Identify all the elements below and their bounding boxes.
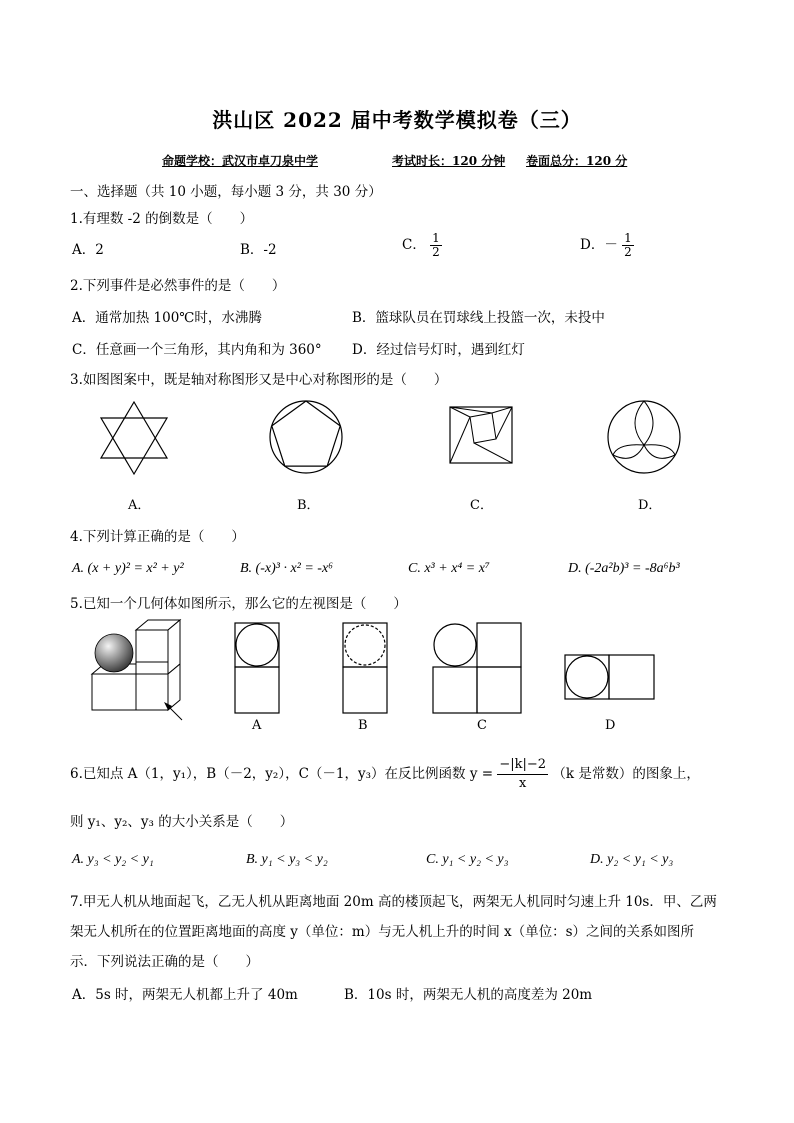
view-option-b-figure bbox=[342, 622, 388, 714]
fraction-numerator: −|k|−2 bbox=[497, 756, 548, 775]
q1-option-d-label: D．－ bbox=[580, 237, 618, 253]
q3-option-b[interactable]: B． bbox=[297, 498, 320, 513]
q4-option-d[interactable]: D. (-2a²b)³ = -8a⁶b³ bbox=[568, 561, 680, 576]
q1-option-c-label: C． bbox=[402, 237, 426, 253]
q6-stem bbox=[70, 756, 700, 793]
q5-option-b[interactable]: B bbox=[358, 718, 368, 733]
q2-option-d[interactable]: D．经过信号灯时，遇到红灯 bbox=[352, 342, 525, 358]
star-of-david-figure bbox=[96, 398, 172, 478]
q4-option-c[interactable]: C. x³ + x⁴ = x⁷ bbox=[408, 561, 490, 576]
q5-option-d[interactable]: D bbox=[605, 718, 616, 733]
pinwheel-square-figure bbox=[448, 405, 514, 465]
q4-option-a[interactable]: A. (x + y)² = x² + y² bbox=[72, 561, 184, 576]
view-option-c-figure bbox=[432, 622, 522, 714]
fraction bbox=[622, 232, 634, 259]
q2-option-a[interactable]: A．通常加热 100℃时，水沸腾 bbox=[72, 310, 262, 326]
q7-stem-line1: 7.甲无人机从地面起飞，乙无人机从距离地面 20m 高的楼顶起飞，两架无人机同时匀速上升 10s．甲、乙两 bbox=[70, 894, 717, 910]
view-option-a-figure bbox=[234, 622, 280, 714]
page-title: 洪山区 2022 届中考数学模拟卷（三） bbox=[212, 108, 582, 132]
exam-score: 卷面总分：120 分 bbox=[526, 154, 628, 168]
fraction bbox=[497, 756, 548, 793]
q5-option-c[interactable]: C bbox=[477, 718, 487, 733]
q1-option-c[interactable] bbox=[402, 232, 442, 259]
q3-option-a[interactable]: A． bbox=[128, 498, 151, 513]
q3-stem: 3.如图图案中，既是轴对称图形又是中心对称图形的是（ ） bbox=[70, 372, 448, 388]
q7-stem-line2: 架无人机所在的位置距离地面的高度 y（单位：m）与无人机上升的时间 x（单位：s）之间的关系如图所 bbox=[70, 924, 695, 940]
q1-option-d[interactable] bbox=[580, 232, 634, 259]
q6-stem-post: （k 是常数）的图象上， bbox=[552, 766, 700, 782]
q2-stem: 2.下列事件是必然事件的是（ ） bbox=[70, 278, 286, 294]
q6-option-b[interactable]: B. y₁ < y₃ < y₂ bbox=[246, 852, 328, 867]
fraction-denominator: 2 bbox=[624, 245, 632, 259]
q2-option-b[interactable]: B．篮球队员在罚球线上投篮一次，未投中 bbox=[352, 310, 605, 326]
q6-stem-pre: 6.已知点 A（1，y₁），B（－2，y₂），C（－1，y₃）在反比例函数 y = bbox=[70, 766, 494, 782]
q7-stem-line3: 示．下列说法正确的是（ ） bbox=[70, 954, 259, 970]
exam-school: 命题学校：武汉市卓刀泉中学 bbox=[162, 154, 319, 168]
three-petal-circle-figure bbox=[606, 399, 682, 475]
q1-option-a[interactable]: A．2 bbox=[72, 242, 104, 258]
fraction-numerator: 1 bbox=[624, 231, 632, 245]
q7-option-b[interactable]: B．10s 时，两架无人机的高度差为 20m bbox=[344, 987, 593, 1003]
fraction bbox=[430, 232, 442, 259]
q7-option-a[interactable]: A．5s 时，两架无人机都上升了 40m bbox=[72, 987, 298, 1003]
q1-stem: 1.有理数 -2 的倒数是（ ） bbox=[70, 211, 254, 227]
fraction-denominator: x bbox=[519, 776, 527, 791]
q6-option-a[interactable]: A. y₃ < y₂ < y₁ bbox=[72, 852, 154, 867]
q3-option-c[interactable]: C． bbox=[470, 498, 493, 513]
q5-option-a[interactable]: A bbox=[252, 718, 262, 733]
q3-option-d[interactable]: D． bbox=[638, 498, 662, 513]
view-option-d-figure bbox=[564, 654, 656, 702]
pentagon-in-circle-figure bbox=[268, 399, 344, 475]
q6-option-d[interactable]: D. y₂ < y₁ < y₃ bbox=[590, 852, 674, 867]
q4-stem: 4.下列计算正确的是（ ） bbox=[70, 529, 245, 545]
section-heading: 一、选择题（共 10 小题，每小题 3 分，共 30 分） bbox=[70, 184, 382, 200]
solid-geometry-figure bbox=[86, 618, 196, 724]
q6-option-c[interactable]: C. y₁ < y₂ < y₃ bbox=[426, 852, 509, 867]
fraction-numerator: 1 bbox=[432, 231, 440, 245]
q6-stem-line2: 则 y₁、y₂、y₃ 的大小关系是（ ） bbox=[70, 814, 294, 830]
q2-option-c[interactable]: C．任意画一个三角形，其内角和为 360° bbox=[72, 342, 322, 358]
q5-stem: 5.已知一个几何体如图所示，那么它的左视图是（ ） bbox=[70, 596, 407, 612]
fraction-denominator: 2 bbox=[432, 245, 440, 259]
q4-option-b[interactable]: B. (-x)³ · x² = -x⁶ bbox=[240, 561, 334, 576]
exam-duration: 考试时长：120 分钟 bbox=[392, 154, 506, 168]
q1-option-b[interactable]: B．-2 bbox=[240, 242, 277, 258]
